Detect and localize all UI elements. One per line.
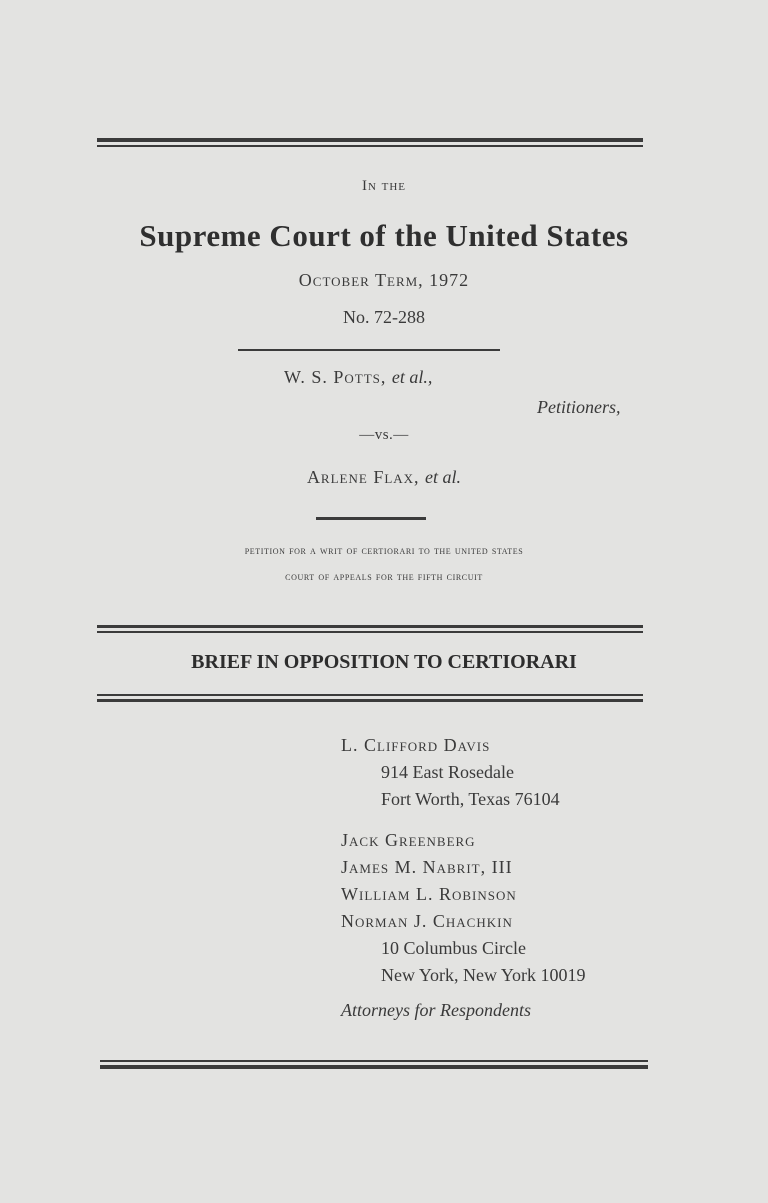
docket-number: No. 72-288 — [343, 307, 425, 327]
counsel-name: William L. Robinson — [341, 884, 517, 904]
top-rule-thin — [97, 145, 643, 147]
parties-rule — [316, 517, 426, 520]
petition-line-1: petition for a writ of certiorari to the united states — [244, 543, 524, 557]
respondent-suffix: et al. — [425, 467, 462, 487]
counsel-address: Fort Worth, Texas 76104 — [381, 789, 560, 809]
docket-rule — [238, 349, 500, 351]
brief-title: BRIEF IN OPPOSITION TO CERTIORARI — [191, 651, 577, 673]
attorneys-label: Attorneys for Respondents — [341, 1000, 531, 1020]
petitioner-role: Petitioners, — [537, 397, 621, 417]
brief-top-rule-thin — [97, 631, 643, 633]
petitioner-suffix: et al., — [391, 367, 433, 387]
petitioner-line — [284, 367, 432, 388]
court-title: Supreme Court of the United States — [139, 218, 629, 253]
petition-line-2: court of appeals for the fifth circuit — [285, 569, 483, 583]
counsel-name: James M. Nabrit, III — [341, 857, 513, 877]
counsel-block — [341, 732, 586, 1024]
counsel-address: New York, New York 10019 — [381, 965, 586, 985]
counsel-address: 10 Columbus Circle — [381, 938, 526, 958]
bottom-rule-thick — [100, 1065, 648, 1069]
brief-bottom-rule-thick — [97, 699, 643, 702]
term-label: October Term, 1972 — [298, 270, 470, 290]
versus-label: —vs.— — [359, 427, 409, 443]
counsel-name: Jack Greenberg — [341, 830, 476, 850]
respondent-name: Arlene Flax, — [306, 467, 426, 487]
in-the-label: In the — [361, 178, 407, 194]
counsel-name: L. Clifford Davis — [341, 735, 491, 755]
brief-bottom-rule-thin — [97, 694, 643, 696]
brief-top-rule-thick — [97, 625, 643, 628]
respondent-line — [0, 467, 768, 488]
top-rule-thick — [97, 138, 643, 142]
counsel-address: 914 East Rosedale — [381, 762, 514, 782]
bottom-rule-thin — [100, 1060, 648, 1062]
petitioner-name: W. S. Potts, — [284, 367, 392, 387]
counsel-name: Norman J. Chachkin — [341, 911, 513, 931]
